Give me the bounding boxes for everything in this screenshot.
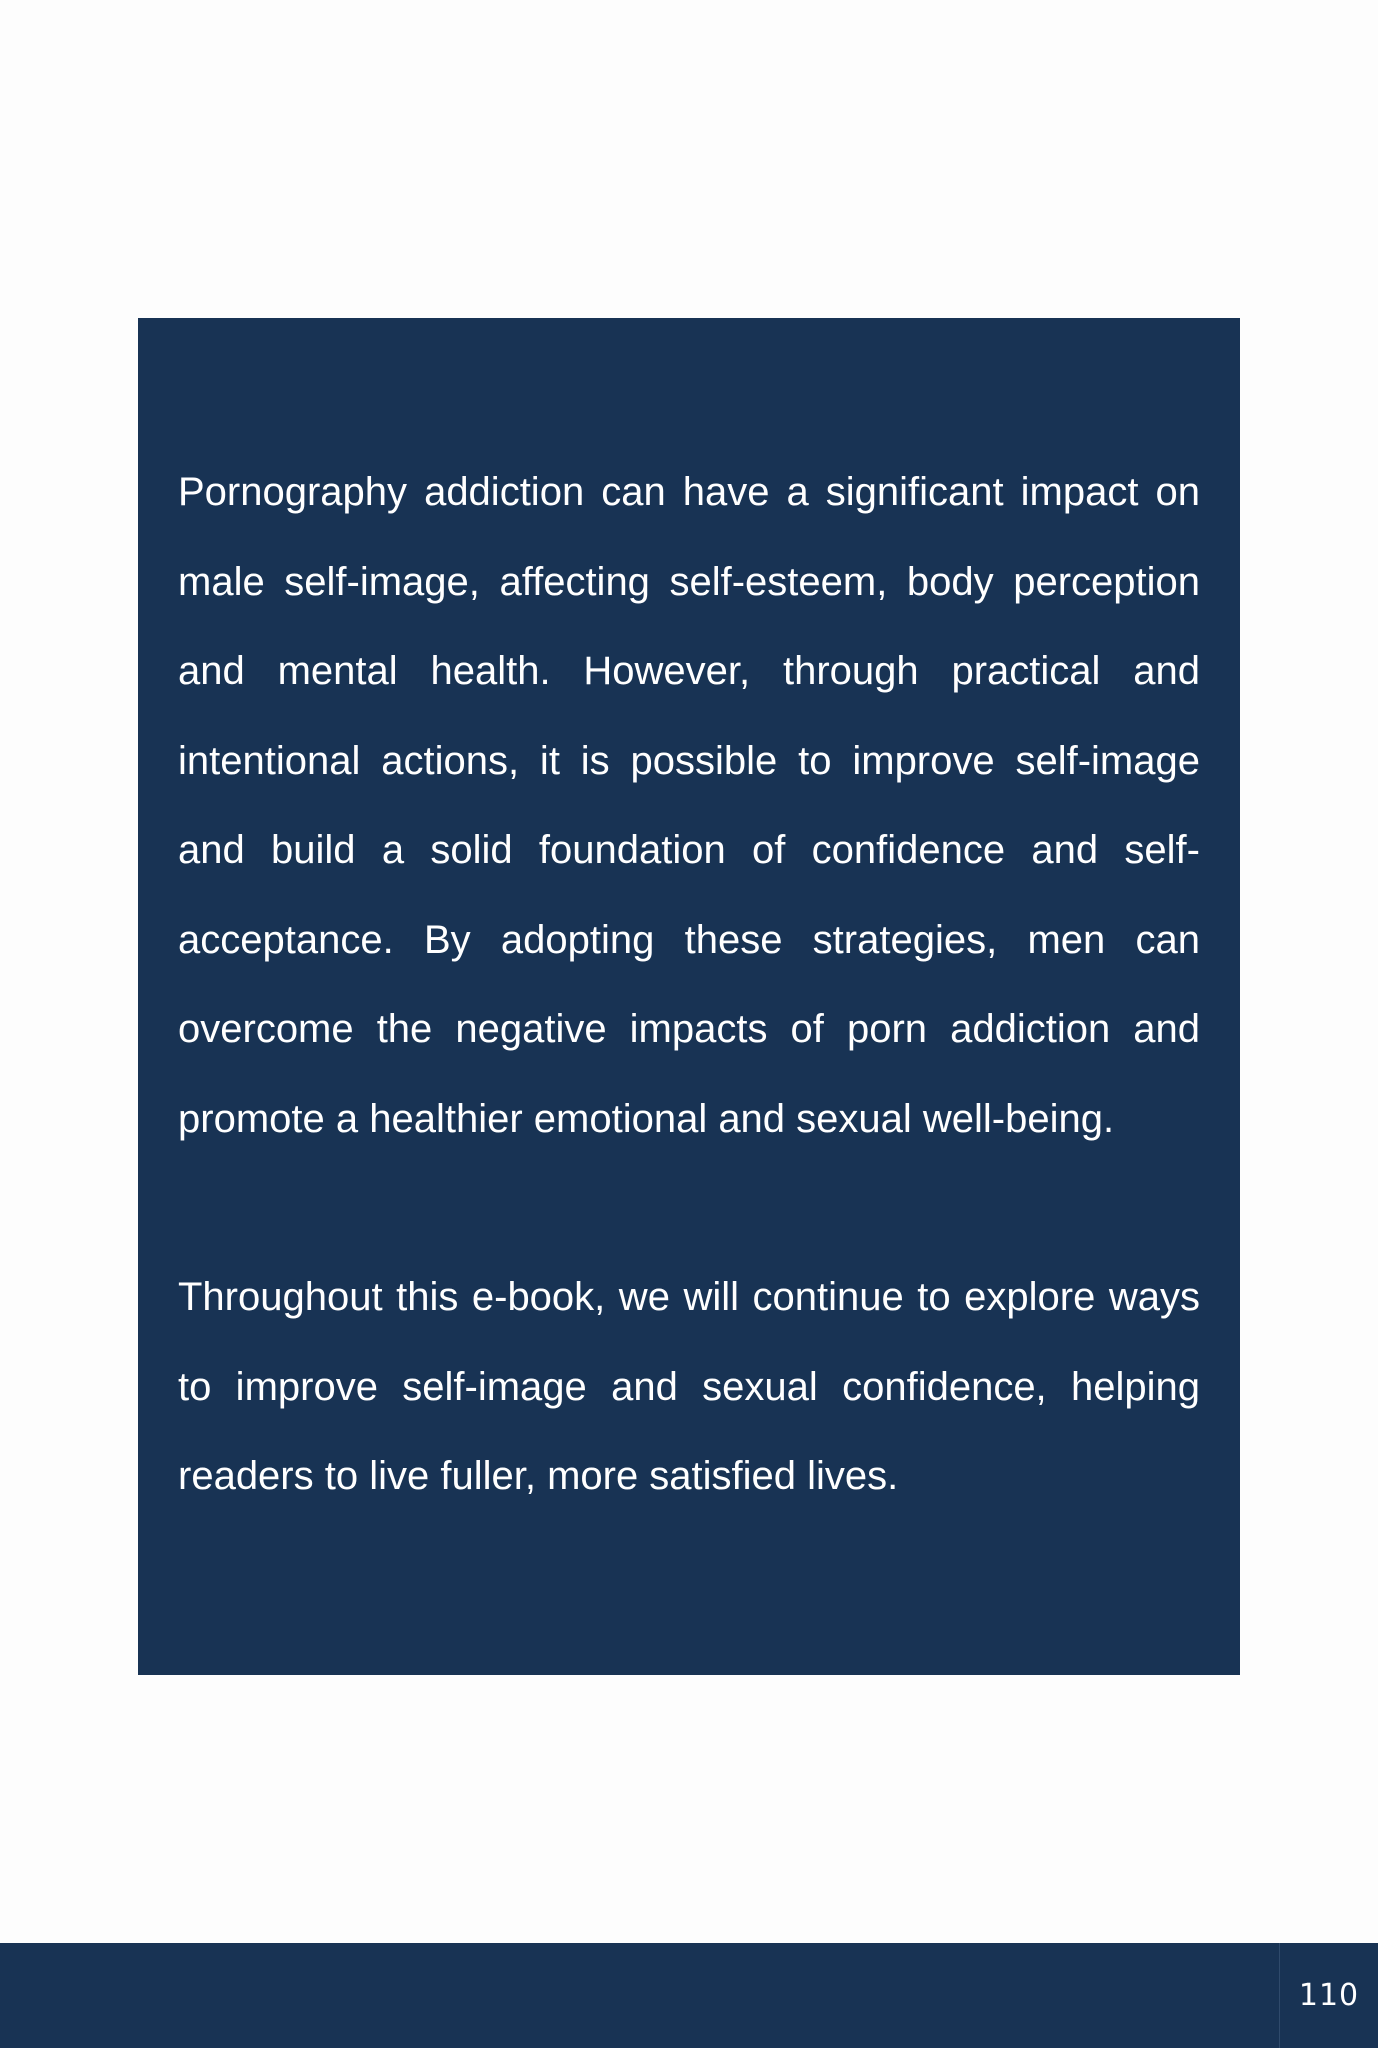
page-number: 110: [1298, 1978, 1360, 2013]
footer-bar: [0, 1943, 1378, 2048]
page-number-box: [1279, 1943, 1378, 2048]
body-paragraph-1: Pornography addiction can have a significant impact on male self-image, affecting self-esteem, body perception and mental health. However, through practical and intentional actions, it is possible to improve self-image and build a solid foundation of confidence and self-acceptance. By adopting these strategies, men can overcome the negative impacts of porn addiction and promote a healthier emotional and sexual well-being.: [178, 470, 1200, 1141]
body-paragraph-2: Throughout this e-book, we will continue to explore ways to improve self-image and sexual confidence, helping readers to live fuller, more satisfied lives.: [178, 1275, 1200, 1498]
content-panel: [138, 318, 1240, 1675]
